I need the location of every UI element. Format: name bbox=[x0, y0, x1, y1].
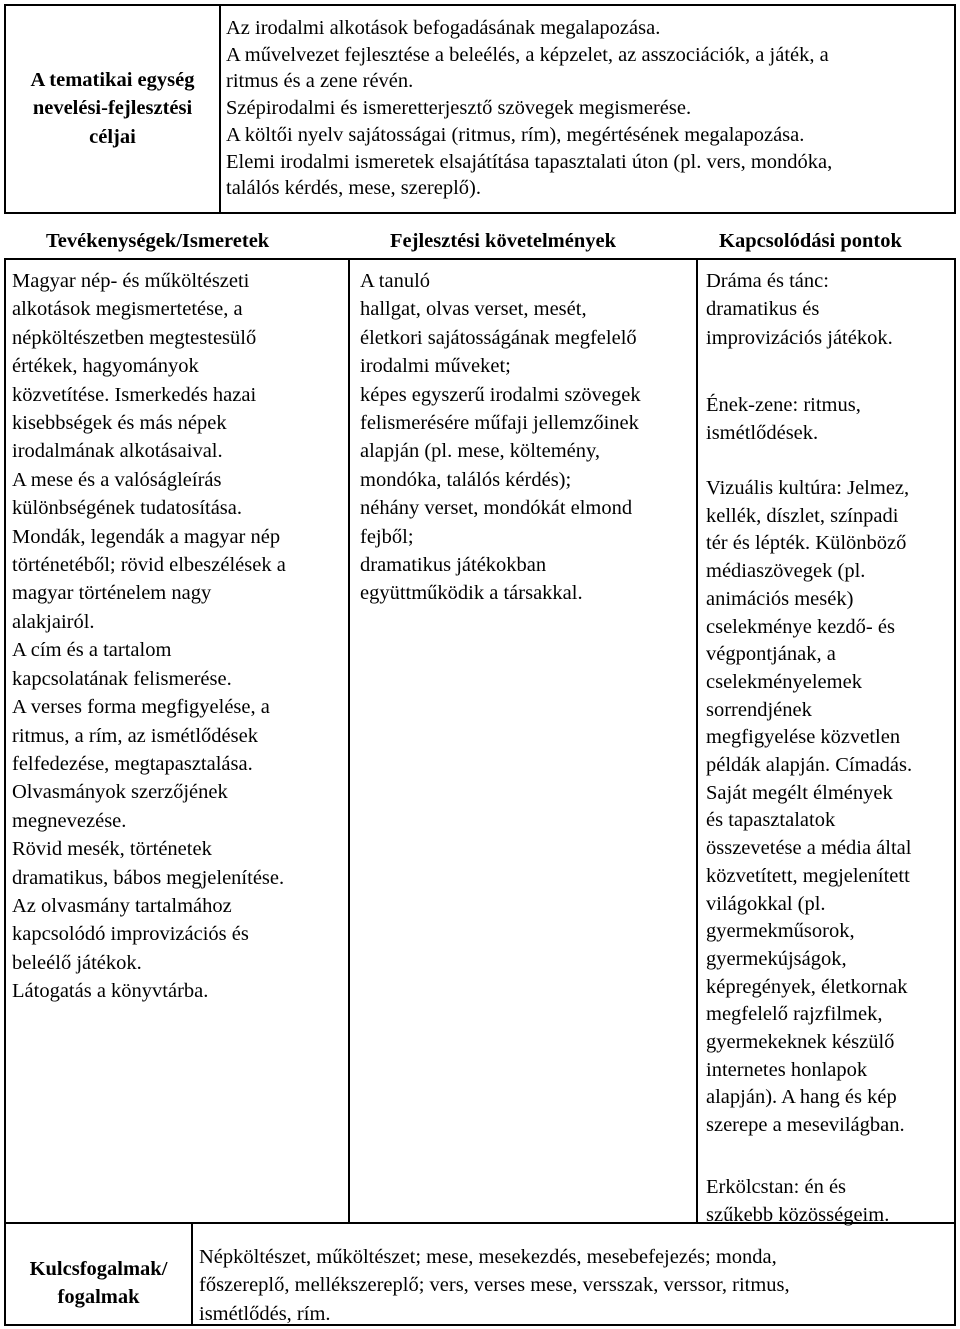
keywords-label: Kulcsfogalmak/ fogalmak bbox=[29, 1258, 168, 1309]
keywords-divider bbox=[191, 1222, 193, 1326]
goals-label: A tematikai egység nevelési-fejlesztési céljai bbox=[30, 69, 195, 148]
goals-text: Az irodalmi alkotások befogadásának megalapozása. A művelvezet fejlesztése a beleélés, a képzelet, az asszociációk, a játék, a ritmus és a zene révén. Szépirodalmi és ismeretterjesztő szövegek megismerése. A költői nyelv sajátosságai (ritmus, rím), megértésének megalapozása. Elemi irodalmi ismeretek elsajátítása tapasztalati úton (pl. vers, mondóka, találós kérdés, mese, szereplő). bbox=[226, 17, 833, 200]
connections-drama: Dráma és tánc: dramatikus és improvizációs játékok. bbox=[706, 270, 893, 349]
header-requirements: Fejlesztési követelmények bbox=[390, 230, 616, 252]
connections-music: Ének-zene: ritmus, ismétlődések. bbox=[706, 394, 861, 445]
header-activities: Tevékenységek/Ismeretek bbox=[46, 230, 270, 252]
activities-text: Magyar nép- és műköltészeti alkotások megismertetése, a népköltészetben megtestesülő értékek, hagyományok közvetítése. Ismerkedés hazai kisebbségek és más népek irodalmának alkotásaival. A mese és a valóságleírás különbségének tudatosítása. Mondák, legendák a magyar nép történetéből; rövid elbeszélések a magyar történelem nagy alakjairól. A cím és a tartalom kapcsolatának felismerése. A verses forma megfigyelése, a ritmus, a rím, az ismétlődések felfedezése, megtapasztalása. Olvasmányok szerzőjének megnevezése. Rövid mesék, történetek dramatikus, bábos megjelenítése. Az olvasmány tartalmához kapcsolódó improvizációs és beleélő játékok. Látogatás a könyvtárba. bbox=[12, 270, 286, 1003]
requirements-text: A tanuló hallgat, olvas verset, mesét, életkori sajátosságának megfelelő irodalmi műveket; képes egyszerű irodalmi szövegek felismerésére műfaji jellemzőinek alapján (pl. mese, költemény, mondóka, találós kérdés); néhány verset, mondókát elmond fejből; dramatikus játékokban együttműködik a társakkal. bbox=[360, 270, 641, 605]
goals-divider bbox=[219, 4, 221, 214]
col-divider-2 bbox=[696, 258, 698, 1224]
connections-ethics: Erkölcstan: én és szűkebb közösségeim. bbox=[706, 1176, 890, 1227]
header-connections: Kapcsolódási pontok bbox=[719, 230, 902, 252]
connections-visual: Vizuális kultúra: Jelmez, kellék, díszlet, színpadi tér és lépték. Különböző médiaszövegek (pl. animációs mesék) cselekménye kezdő- és végpontjának, a cselekményelemek sorrendjének megfigyelése közvetlen példák alapján. Címadás. Saját megélt élmények és tapasztalatok összevetése a média által közvetített, megjelenített világokkal (pl. gyermekműsorok, gyermekújságok, képregények, életkornak megfelelő rajzfilmek, gyermekeknek készülő internetes honlapok alapján). A hang és kép szerepe a mesevilágban. bbox=[706, 477, 913, 1137]
col-divider-1 bbox=[348, 258, 350, 1224]
keywords-text: Népköltészet, műköltészet; mese, mesekezdés, mesebefejezés; monda, főszereplő, mellékszereplő; vers, verses mese, versszak, verssor, ritmus, ismétlődés, rím. bbox=[199, 1246, 790, 1325]
